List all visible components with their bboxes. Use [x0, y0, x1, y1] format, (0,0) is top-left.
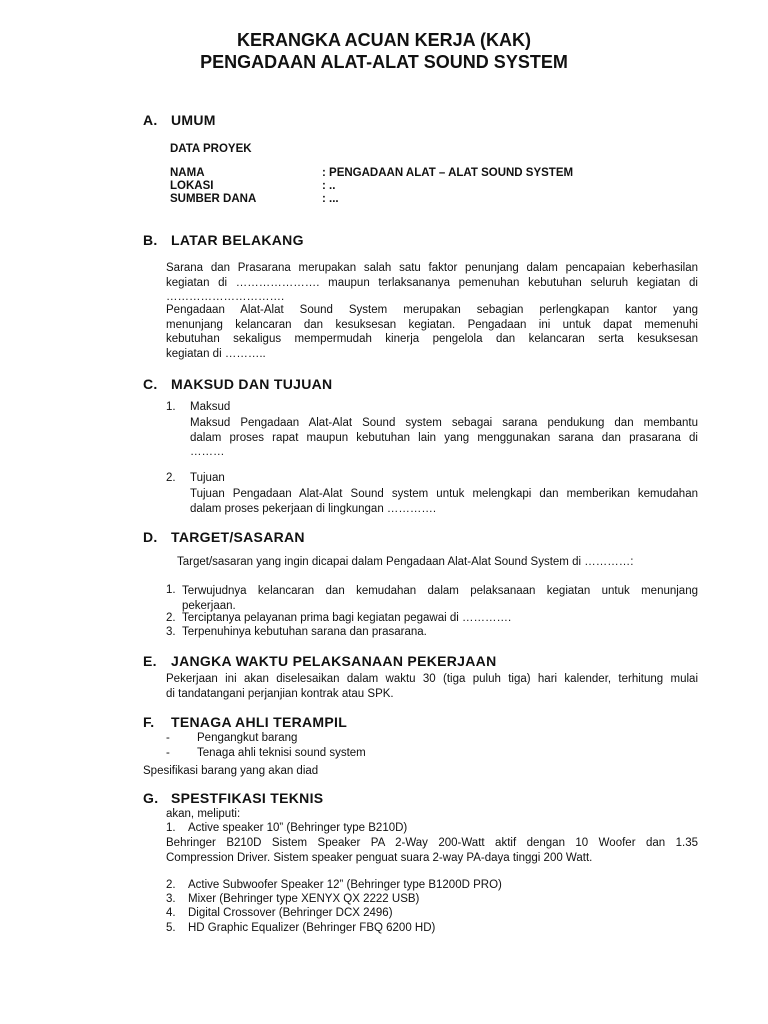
- spec-item-1-text: Active speaker 10” (Behringer type B210D): [188, 822, 408, 834]
- section-a-letter: A.: [143, 112, 158, 128]
- field-lokasi-label: LOKASI: [170, 180, 214, 192]
- section-g-heading: [143, 790, 323, 806]
- section-c-heading: [143, 376, 332, 392]
- tujuan-title: Tujuan: [190, 472, 225, 484]
- spec-item-2-number: 2.: [166, 879, 176, 891]
- target-item-2-number: 2.: [166, 612, 176, 624]
- field-lokasi-value: : ..: [322, 180, 336, 192]
- spec-item-4-text: Digital Crossover (Behringer DCX 2496): [188, 907, 393, 919]
- section-f-heading: [143, 714, 347, 730]
- section-a-title: UMUM: [171, 112, 216, 128]
- field-sumber-dana-value: : ...: [322, 193, 339, 205]
- tenaga-item-1-text: Pengangkut barang: [197, 732, 298, 744]
- tenaga-item-2-text: Tenaga ahli teknisi sound system: [197, 747, 366, 759]
- section-a-heading: [143, 112, 216, 128]
- spec-item-4-number: 4.: [166, 907, 176, 919]
- section-c-letter: C.: [143, 376, 158, 392]
- section-f-letter: F.: [143, 714, 155, 730]
- maksud-number: 1.: [166, 401, 176, 413]
- tenaga-item-2-dash: -: [166, 747, 170, 759]
- latar-belakang-paragraph-2: Pengadaan Alat-Alat Sound System merupakan sebagian perlengkapan kantor yang menunjang kelancaran dan kesuksesan kegiatan. Pengadaan ini untuk dapat memenuhi kebutuhan sekaligus mempermudah kinerja pengelola dan kelancaran serta kesuksesan kegiatan di ………..: [166, 304, 698, 360]
- doc-title-line2: PENGADAAN ALAT-ALAT SOUND SYSTEM: [200, 52, 568, 72]
- spesifikasi-note: Spesifikasi barang yang akan diad: [143, 765, 319, 777]
- spec-item-1-number: 1.: [166, 822, 176, 834]
- section-e-letter: E.: [143, 653, 157, 669]
- spec-item-3-text: Mixer (Behringer type XENYX QX 2222 USB): [188, 893, 420, 905]
- field-nama-value: : PENGADAAN ALAT – ALAT SOUND SYSTEM: [322, 167, 574, 179]
- section-d-heading: [143, 529, 305, 545]
- maksud-title: Maksud: [190, 401, 231, 413]
- target-item-1-number: 1.: [166, 584, 176, 596]
- target-item-3-text: Terpenuhinya kebutuhan sarana dan prasarana.: [182, 626, 427, 638]
- maksud-text: Maksud Pengadaan Alat-Alat Sound system sebagai sarana pendukung dan membantu dalam proses rapat maupun kebutuhan lain yang menggunakan sarana dan prasarana di ………: [190, 417, 698, 458]
- target-item-2-text: Terciptanya pelayanan prima bagi kegiatan pegawai di ………….: [182, 612, 512, 624]
- section-d-letter: D.: [143, 529, 158, 545]
- target-intro: Target/sasaran yang ingin dicapai dalam Pengadaan Alat-Alat Sound System di …………:: [177, 556, 634, 568]
- field-sumber-dana-label: SUMBER DANA: [170, 193, 257, 205]
- field-nama-label: NAMA: [170, 167, 205, 179]
- section-g-title: SPESTFIKASI TEKNIS: [171, 790, 324, 806]
- data-proyek-label: DATA PROYEK: [170, 143, 252, 155]
- target-item-1-text: Terwujudnya kelancaran dan kemudahan dalam pelaksanaan kegiatan untuk menunjang pekerjaan.: [182, 585, 698, 612]
- spec-item-1-description: Behringer B210D Sistem Speaker PA 2-Way 200-Watt aktif dengan 10 Woofer dan 1.35 Compression Driver. Sistem speaker penguat suara 2-way PA-daya tinggi 200 Watt.: [166, 837, 698, 864]
- spec-item-2-text: Active Subwoofer Speaker 12” (Behringer type B1200D PRO): [188, 879, 502, 891]
- spec-item-5-number: 5.: [166, 922, 176, 934]
- spesifikasi-intro: akan, meliputi:: [166, 808, 241, 820]
- section-e-title: JANGKA WAKTU PELAKSANAAN PEKERJAAN: [171, 653, 497, 669]
- target-item-3-number: 3.: [166, 626, 176, 638]
- spec-item-5-text: HD Graphic Equalizer (Behringer FBQ 6200 HD): [188, 922, 436, 934]
- section-f-title: TENAGA AHLI TERAMPIL: [171, 714, 348, 730]
- tujuan-number: 2.: [166, 472, 176, 484]
- section-b-title: LATAR BELAKANG: [171, 232, 304, 248]
- latar-belakang-paragraph-1: Sarana dan Prasarana merupakan salah satu faktor penunjang dalam pencapaian keberhasilan kegiatan di …………………. maupun terlaksananya pemenuhan kebutuhan seluruh kegiatan di ………………………….: [166, 262, 698, 303]
- section-b-letter: B.: [143, 232, 158, 248]
- section-g-letter: G.: [143, 790, 159, 806]
- tenaga-item-1-dash: -: [166, 732, 170, 744]
- section-c-title: MAKSUD DAN TUJUAN: [171, 376, 333, 392]
- tujuan-text: Tujuan Pengadaan Alat-Alat Sound system untuk melengkapi dan memberikan kemudahan dalam proses pekerjaan di lingkungan ………….: [190, 488, 698, 515]
- section-d-title: TARGET/SASARAN: [171, 529, 305, 545]
- jangka-waktu-text: Pekerjaan ini akan diselesaikan dalam waktu 30 (tiga puluh tiga) hari kalender, terhitung mulai di tandatangani perjanjian kontrak atau SPK.: [166, 673, 698, 700]
- section-b-heading: [143, 232, 304, 248]
- spec-item-3-number: 3.: [166, 893, 176, 905]
- section-e-heading: [143, 653, 496, 669]
- doc-title-line1: KERANGKA ACUAN KERJA (KAK): [237, 30, 531, 50]
